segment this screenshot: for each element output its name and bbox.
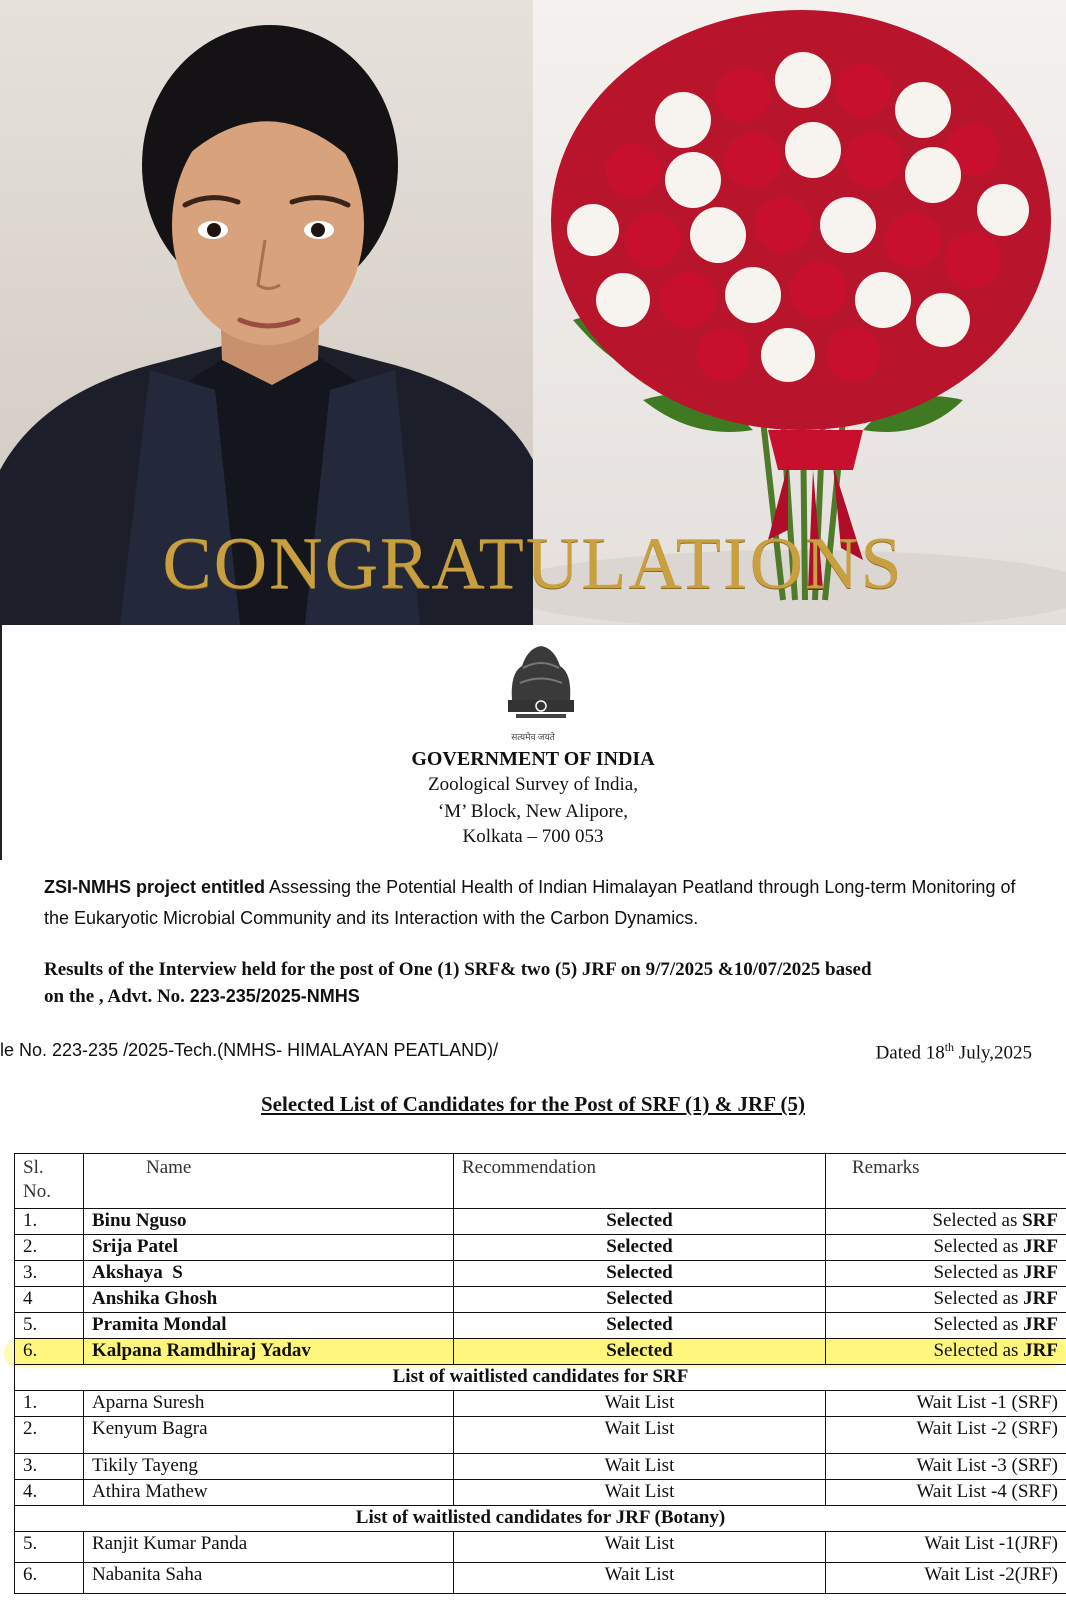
cell-name: Tikily Tayeng bbox=[84, 1454, 454, 1480]
table-row bbox=[15, 1532, 1066, 1563]
list-title-text: Selected List of Candidates for the Post of SRF (1) & JRF (5) bbox=[261, 1092, 805, 1116]
remarks-prefix: Selected as bbox=[933, 1340, 1024, 1361]
dated-prefix: Dated 18 bbox=[875, 1042, 945, 1064]
results-statement bbox=[44, 956, 1044, 1010]
cell-remarks: Wait List -3 (SRF) bbox=[826, 1454, 1066, 1480]
section-title: List of waitlisted candidates for JRF (Botany) bbox=[15, 1506, 1066, 1532]
cell-sl: 1. bbox=[15, 1209, 84, 1235]
cell-sl: 5. bbox=[15, 1313, 84, 1339]
dated-line bbox=[876, 1040, 1032, 1064]
remarks-post: JRF bbox=[1023, 1314, 1058, 1335]
section-row-srf-waitlist bbox=[15, 1365, 1066, 1391]
cell-remarks bbox=[826, 1209, 1066, 1235]
cell-sl: 2. bbox=[15, 1235, 84, 1261]
remarks-post: JRF bbox=[1023, 1262, 1058, 1283]
table-row bbox=[15, 1417, 1066, 1454]
cell-name: Kalpana Ramdhiraj Yadav bbox=[84, 1339, 454, 1365]
cell-name: Ranjit Kumar Panda bbox=[84, 1532, 454, 1563]
address-line-1: Zoological Survey of India, bbox=[427, 774, 638, 795]
header-recommendation: Recommendation bbox=[454, 1154, 826, 1209]
table-row bbox=[15, 1563, 1066, 1594]
cell-remarks: Wait List -4 (SRF) bbox=[826, 1480, 1066, 1506]
section-row-jrf-waitlist bbox=[15, 1506, 1066, 1532]
section-title: List of waitlisted candidates for SRF bbox=[15, 1365, 1066, 1391]
cell-recommendation: Selected bbox=[454, 1209, 826, 1235]
national-emblem bbox=[498, 638, 584, 738]
remarks-prefix: Selected as bbox=[933, 1314, 1024, 1335]
emblem-caption: सत्यमेव जयते bbox=[511, 732, 555, 742]
cell-remarks bbox=[826, 1261, 1066, 1287]
cell-sl: 6. bbox=[15, 1563, 84, 1594]
cell-recommendation: Wait List bbox=[454, 1417, 826, 1454]
cell-sl: 4. bbox=[15, 1480, 84, 1506]
cell-sl: 5. bbox=[15, 1532, 84, 1563]
cell-remarks bbox=[826, 1287, 1066, 1313]
congratulations-text: CONGRATULATIONS bbox=[162, 523, 904, 605]
cell-remarks: Wait List -1(JRF) bbox=[826, 1532, 1066, 1563]
cell-recommendation: Wait List bbox=[454, 1454, 826, 1480]
cell-remarks bbox=[826, 1235, 1066, 1261]
project-title: Assessing the Potential Health of Indian Himalayan Peatland through Long-term Monitoring of the Eukaryotic Microbial Community and its Interaction with the Carbon Dynamics. bbox=[44, 877, 1016, 928]
table-row bbox=[15, 1480, 1066, 1506]
cell-name: Srija Patel bbox=[84, 1235, 454, 1261]
cell-recommendation: Selected bbox=[454, 1313, 826, 1339]
cell-recommendation: Wait List bbox=[454, 1391, 826, 1417]
advt-number: 223-235/2025-NMHS bbox=[189, 986, 360, 1006]
remarks-post: JRF bbox=[1023, 1340, 1058, 1361]
table-row bbox=[15, 1235, 1066, 1261]
list-title bbox=[0, 1092, 1066, 1117]
cell-recommendation: Selected bbox=[454, 1235, 826, 1261]
remarks-prefix: Selected as bbox=[933, 1236, 1024, 1257]
cell-remarks bbox=[826, 1339, 1066, 1365]
remarks-post: JRF bbox=[1023, 1288, 1058, 1309]
cell-name: Kenyum Bagra bbox=[84, 1417, 454, 1454]
cell-sl: 2. bbox=[15, 1417, 84, 1454]
cell-name: Pramita Mondal bbox=[84, 1313, 454, 1339]
remarks-prefix: Selected as bbox=[932, 1210, 1023, 1231]
file-number: le No. 223-235 /2025-Tech.(NMHS- HIMALAYAN PEATLAND)/ bbox=[0, 1040, 499, 1060]
address-line-3: Kolkata – 700 053 bbox=[462, 826, 604, 847]
cell-remarks: Wait List -2 (SRF) bbox=[826, 1417, 1066, 1454]
table-header-row bbox=[15, 1154, 1066, 1209]
dated-sup: th bbox=[944, 1040, 955, 1054]
table-row bbox=[15, 1454, 1066, 1480]
cell-remarks bbox=[826, 1313, 1066, 1339]
cell-name: Athira Mathew bbox=[84, 1480, 454, 1506]
header-sl: Sl. No. bbox=[15, 1154, 84, 1209]
cell-recommendation: Selected bbox=[454, 1261, 826, 1287]
table-row bbox=[15, 1287, 1066, 1313]
cell-sl: 6. bbox=[15, 1339, 84, 1365]
cell-recommendation: Wait List bbox=[454, 1480, 826, 1506]
cell-recommendation: Wait List bbox=[454, 1532, 826, 1563]
address-line-2: ‘M’ Block, New Alipore, bbox=[437, 801, 629, 822]
government-title: GOVERNMENT OF INDIA bbox=[411, 748, 655, 770]
cell-recommendation: Selected bbox=[454, 1287, 826, 1313]
remarks-post: JRF bbox=[1023, 1236, 1058, 1257]
cell-name: Akshaya S bbox=[84, 1261, 454, 1287]
cell-sl: 4 bbox=[15, 1287, 84, 1313]
table-row bbox=[15, 1391, 1066, 1417]
cell-sl: 1. bbox=[15, 1391, 84, 1417]
cell-name: Binu Nguso bbox=[84, 1209, 454, 1235]
remarks-prefix: Selected as bbox=[933, 1262, 1024, 1283]
cell-sl: 3. bbox=[15, 1261, 84, 1287]
table-row bbox=[15, 1209, 1066, 1235]
header-name: Name bbox=[84, 1154, 454, 1209]
emblem-icon bbox=[498, 638, 584, 738]
table-row bbox=[15, 1261, 1066, 1287]
cell-recommendation: Wait List bbox=[454, 1563, 826, 1594]
project-description bbox=[44, 872, 1044, 934]
table-row bbox=[15, 1313, 1066, 1339]
dated-suffix: July,2025 bbox=[954, 1042, 1032, 1064]
cell-name: Nabanita Saha bbox=[84, 1563, 454, 1594]
cell-sl: 3. bbox=[15, 1454, 84, 1480]
remarks-post: SRF bbox=[1022, 1210, 1058, 1231]
cell-name: Anshika Ghosh bbox=[84, 1287, 454, 1313]
results-line-2a: on the , Advt. No. bbox=[44, 986, 190, 1007]
cell-remarks: Wait List -2(JRF) bbox=[826, 1563, 1066, 1594]
highlighted-table-row bbox=[15, 1339, 1066, 1365]
congratulations-banner bbox=[0, 0, 1066, 625]
header-remarks: Remarks bbox=[826, 1154, 1066, 1209]
remarks-prefix: Selected as bbox=[933, 1288, 1024, 1309]
cell-remarks: Wait List -1 (SRF) bbox=[826, 1391, 1066, 1417]
cell-name: Aparna Suresh bbox=[84, 1391, 454, 1417]
project-lead: ZSI-NMHS project entitled bbox=[44, 877, 266, 897]
results-line-1: Results of the Interview held for the post of One (1) SRF& two (5) JRF on 9/7/2025 &10/07/2025 based bbox=[44, 959, 872, 980]
candidates-table bbox=[14, 1153, 1066, 1594]
cell-recommendation: Selected bbox=[454, 1339, 826, 1365]
